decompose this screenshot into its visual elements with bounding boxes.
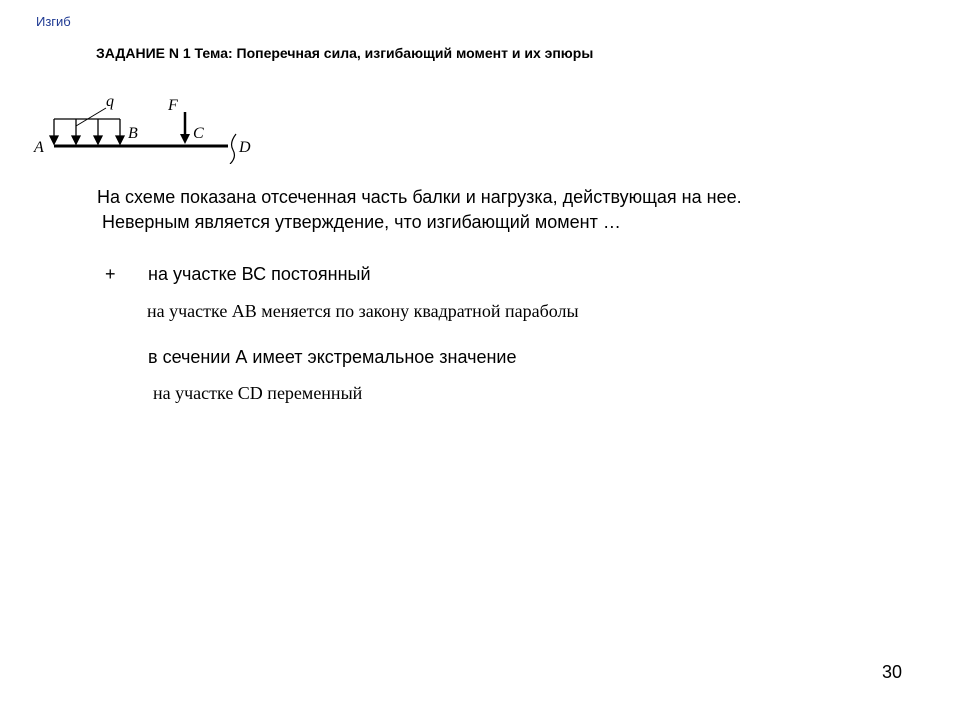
q-leader-line: [76, 108, 106, 126]
section-cut-mark: [230, 134, 236, 164]
distributed-load-arrows: [50, 119, 124, 144]
task-title: ЗАДАНИЕ N 1 Тема: Поперечная сила, изгибающий момент и их эпюры: [96, 45, 594, 61]
label-a: A: [34, 139, 44, 156]
force-f-arrowhead: [180, 134, 190, 144]
label-f: F: [168, 97, 178, 114]
section-title: Изгиб: [36, 14, 71, 29]
beam-diagram: [30, 94, 270, 164]
answer-option-4[interactable]: на участке CD переменный: [153, 383, 363, 403]
label-q: q: [106, 94, 114, 110]
label-c: C: [193, 125, 204, 142]
answer-option-3[interactable]: в сечении А имеет экстремальное значение: [148, 347, 517, 367]
answer-option-2[interactable]: на участке AB меняется по закону квадратной параболы: [147, 301, 579, 321]
label-b: B: [128, 125, 138, 142]
answer-option-1[interactable]: на участке ВС постоянный: [148, 264, 371, 284]
page-number: 30: [882, 662, 903, 682]
correct-answer-mark: +: [105, 264, 116, 284]
question-line-1: На схеме показана отсеченная часть балки и нагрузка, действующая на нее.: [97, 187, 742, 207]
label-d: D: [239, 139, 251, 156]
question-line-2: Неверным является утверждение, что изгибающий момент …: [102, 212, 621, 232]
